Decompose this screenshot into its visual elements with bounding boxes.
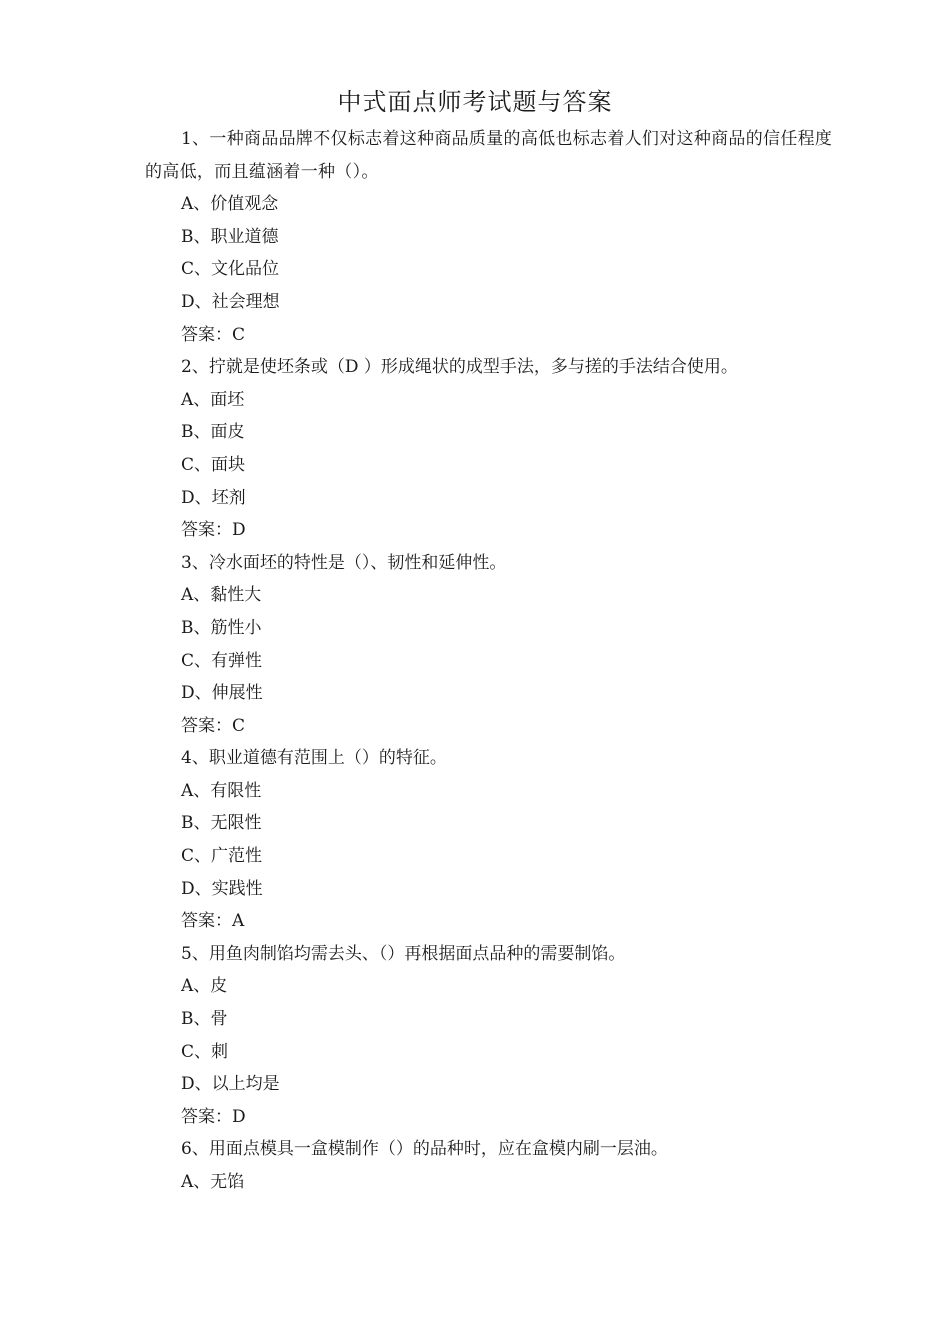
question-stem: 4、职业道德有范围上（）的特征。: [181, 748, 447, 769]
document-title: 中式面点师考试题与答案: [337, 88, 613, 116]
option-d: D、以上均是: [181, 1074, 280, 1095]
option-a: A、黏性大: [181, 585, 262, 606]
option-d: D、实践性: [181, 878, 263, 899]
answer: 答案：D: [181, 1106, 246, 1127]
option-a: A、无馅: [181, 1172, 245, 1192]
question-stem: 2、拧就是使坯条或（D ）形成绳状的成型手法，多与搓的手法结合使用。: [181, 357, 738, 378]
option-a: A、皮: [181, 976, 228, 997]
option-d: D、坯剂: [181, 487, 246, 508]
question-stem: 6、用面点模具一盒模制作（）的品种时，应在盒模内刷一层油。: [181, 1139, 668, 1160]
option-b: B、无限性: [181, 813, 262, 834]
option-b: B、骨: [181, 1009, 228, 1030]
option-c: C、刺: [181, 1041, 229, 1062]
answer: 答案：C: [181, 715, 246, 736]
option-d: D、伸展性: [181, 683, 263, 704]
option-c: C、广范性: [181, 846, 263, 867]
answer: 答案：A: [181, 911, 245, 932]
option-c: C、有弹性: [181, 650, 263, 671]
option-d: D、社会理想: [181, 291, 280, 312]
answer: 答案：C: [181, 324, 246, 345]
option-b: B、筋性小: [181, 617, 262, 638]
answer: 答案：D: [181, 520, 246, 541]
question-stem: 1、一种商品品牌不仅标志着这种商品质量的高低也标志着人们对这种商品的信任程度的高低，而且蕴涵着一种（）。: [145, 129, 833, 182]
option-a: A、面坯: [181, 389, 245, 410]
option-b: B、面皮: [181, 422, 245, 443]
option-a: A、有限性: [181, 780, 262, 801]
question-stem: 5、用鱼肉制馅均需去头、（）再根据面点品种的需要制馅。: [181, 943, 626, 964]
question-list: [145, 123, 835, 1199]
option-b: B、职业道德: [181, 226, 279, 247]
option-c: C、面块: [181, 454, 246, 475]
option-c: C、文化品位: [181, 259, 280, 280]
question-stem: 3、冷水面坯的特性是（）、韧性和延伸性。: [181, 552, 507, 573]
option-a: A、价值观念: [181, 194, 279, 215]
